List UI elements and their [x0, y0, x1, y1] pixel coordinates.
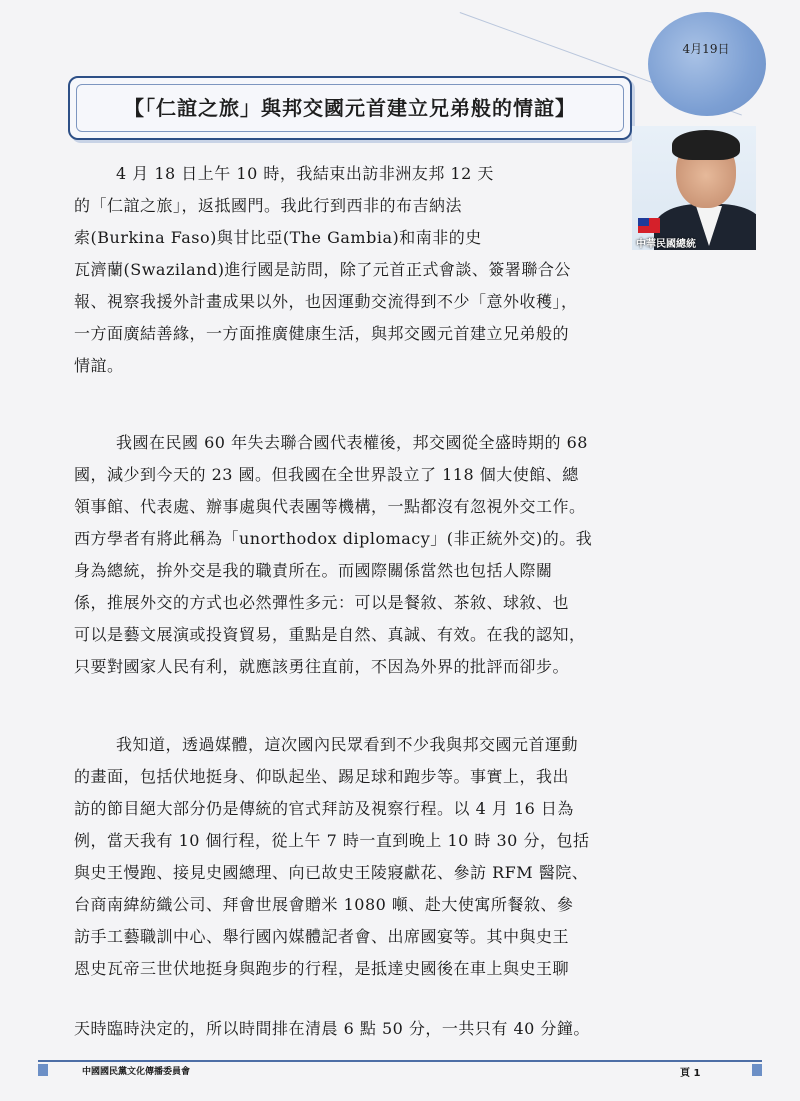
paragraph-3-line-5: 與史王慢跑、接見史國總理、向已故史王陵寢獻花、參訪 RFM 醫院、	[74, 863, 589, 882]
paragraph-1-line-7: 情誼。	[74, 356, 124, 375]
portrait-caption: 中華民國總統	[636, 239, 696, 250]
paragraph-1-line-1: 4 月 18 日上午 10 時，我結束出訪非洲友邦 12 天	[116, 164, 494, 183]
flag-icon	[638, 218, 660, 233]
paragraph-3-line-3: 訪的節目絕大部分仍是傳統的官式拜訪及視察行程。以 4 月 16 日為	[74, 799, 574, 818]
president-portrait	[632, 126, 756, 250]
paragraph-3-line-4: 例，當天我有 10 個行程，從上午 7 時一直到晚上 10 時 30 分，包括	[74, 831, 590, 850]
paragraph-2-line-8: 只要對國家人民有利，就應該勇往直前，不因為外界的批評而卻步。	[74, 657, 570, 676]
date-circle	[648, 12, 766, 116]
paragraph-3-line-7: 訪手工藝職訓中心、舉行國內媒體記者會、出席國宴等。其中與史王	[74, 927, 570, 946]
paragraph-2-line-5: 身為總統，拚外交是我的職責所在。而國際關係當然也包括人際關	[74, 561, 553, 580]
footer-right-marker	[752, 1064, 762, 1076]
paragraph-1-line-5: 報、視察我援外計畫成果以外，也因運動交流得到不少「意外收穫」，	[74, 292, 578, 311]
paragraph-2-line-3: 領事館、代表處、辦事處與代表團等機構，一點都沒有忽視外交工作。	[74, 497, 586, 516]
paragraph-3-line-2: 的畫面，包括伏地挺身、仰臥起坐、踢足球和跑步等。事實上，我出	[74, 767, 570, 786]
paragraph-3-line-9: 天時臨時決定的，所以時間排在清晨 6 點 50 分，一共只有 40 分鐘。	[74, 1019, 590, 1038]
footer-left-marker	[38, 1064, 48, 1076]
paragraph-2-line-2: 國，減少到今天的 23 國。但我國在全世界設立了 118 個大使館、總	[74, 465, 579, 484]
footer-organization: 中國國民黨文化傳播委員會	[82, 1067, 191, 1077]
paragraph-3-line-8: 恩史瓦帝三世伏地挺身與跑步的行程，是抵達史國後在車上與史王聊	[74, 959, 570, 978]
paragraph-3-line-1: 我知道，透過媒體，這次國內民眾看到不少我與邦交國元首運動	[116, 735, 579, 754]
paragraph-2-line-7: 可以是藝文展演或投資貿易，重點是自然、真誠、有效。在我的認知，	[74, 625, 586, 644]
paragraph-2-line-4: 西方學者有將此稱為「unorthodox diplomacy」(非正統外交)的。我	[74, 529, 593, 548]
paragraph-1-line-3: 索(Burkina Faso)與甘比亞(The Gambia)和南非的史	[74, 228, 482, 247]
title-banner	[68, 76, 632, 140]
paragraph-1-line-6: 一方面廣結善緣，一方面推廣健康生活，與邦交國元首建立兄弟般的	[74, 324, 570, 343]
footer-rule	[38, 1060, 762, 1062]
paragraph-1-line-4: 瓦濟蘭(Swaziland)進行國是訪問，除了元首正式會談、簽署聯合公	[74, 260, 571, 279]
paragraph-3-line-6: 台商南緯紡織公司、拜會世展會贈米 1080 噸、赴大使寓所餐敘、參	[74, 895, 574, 914]
portrait-hair	[672, 130, 740, 160]
paragraph-2-line-6: 係，推展外交的方式也必然彈性多元：可以是餐敘、茶敘、球敘、也	[74, 593, 570, 612]
paragraph-1-line-2: 的「仁誼之旅」，返抵國門。我此行到西非的布吉納法	[74, 196, 463, 215]
page-title: 【「仁誼之旅」與邦交國元首建立兄弟般的情誼】	[124, 96, 576, 120]
date-label: 4月19日	[682, 42, 730, 56]
page-number: 頁 1	[680, 1068, 701, 1079]
paragraph-2-line-1: 我國在民國 60 年失去聯合國代表權後，邦交國從全盛時期的 68	[116, 433, 588, 452]
